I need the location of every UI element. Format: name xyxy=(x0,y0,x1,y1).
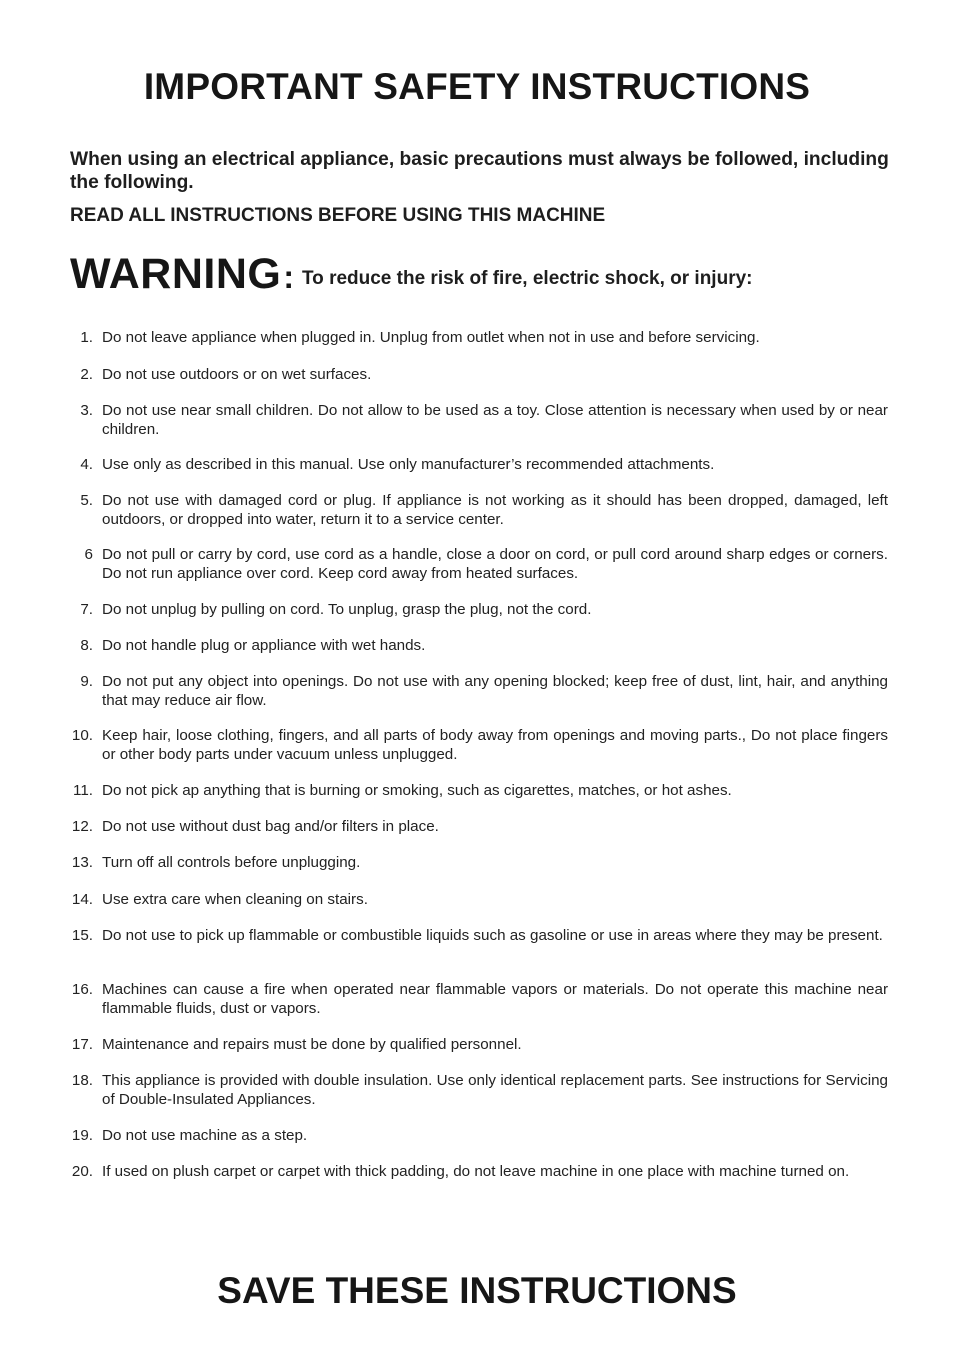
item-text: Do not leave appliance when plugged in. Unplug from outlet when not in use and before servicing. xyxy=(102,329,760,346)
item-text: Machines can cause a fire when operated near flammable vapors or materials. Do not operate this machine near flammable fluids, dust or vapors. xyxy=(102,981,888,1017)
item-number: 15. xyxy=(71,927,93,944)
warning-text: To reduce the risk of fire, electric shock, or injury: xyxy=(301,268,753,289)
item-text: This appliance is provided with double insulation. Use only identical replacement parts. See instructions for Servicing of Double-Insulated Appliances. xyxy=(102,1072,888,1108)
list-item xyxy=(60,545,888,583)
list-item xyxy=(60,853,888,872)
item-number: 5. xyxy=(80,492,93,509)
item-text: Use only as described in this manual. Use only manufacturer’s recommended attachments. xyxy=(102,456,715,473)
warning-colon: : xyxy=(283,259,294,295)
list-item xyxy=(60,890,888,909)
item-number: 20. xyxy=(71,1163,93,1180)
list-item xyxy=(60,401,888,439)
item-text: Use extra care when cleaning on stairs. xyxy=(102,891,368,908)
item-number: 12. xyxy=(71,818,93,835)
warning-word: WARNING xyxy=(70,250,282,298)
item-text: Do not use with damaged cord or plug. If appliance is not working as it should has been dropped, damaged, left outdoors, or dropped into water, return it to a service center. xyxy=(102,492,888,528)
list-item xyxy=(60,455,888,474)
list-item xyxy=(60,1035,888,1054)
item-number: 1. xyxy=(80,329,93,346)
item-text: Do not use outdoors or on wet surfaces. xyxy=(102,366,372,383)
list-item xyxy=(60,726,888,764)
item-text: If used on plush carpet or carpet with thick padding, do not leave machine in one place with machine turned on. xyxy=(102,1163,850,1180)
item-number: 18. xyxy=(71,1072,93,1089)
item-number: 11. xyxy=(73,782,93,799)
list-item xyxy=(60,491,888,529)
item-number: 17. xyxy=(71,1036,93,1053)
list-item xyxy=(60,817,888,836)
item-number: 3. xyxy=(80,402,93,419)
list-item xyxy=(60,328,888,347)
page-title: IMPORTANT SAFETY INSTRUCTIONS xyxy=(143,66,811,107)
list-item xyxy=(60,1071,888,1109)
item-text: Do not use machine as a step. xyxy=(102,1127,308,1144)
read-all-notice: READ ALL INSTRUCTIONS BEFORE USING THIS MACHINE xyxy=(70,205,606,226)
item-number: 8. xyxy=(80,637,93,654)
list-item xyxy=(60,926,888,945)
intro-paragraph: When using an electrical appliance, basic precautions must always be followed, including the following. xyxy=(70,149,889,193)
item-text: Do not use to pick up flammable or combustible liquids such as gasoline or use in areas where they may be present. xyxy=(102,927,883,944)
list-item xyxy=(60,672,888,710)
item-text: Turn off all controls before unplugging. xyxy=(102,854,361,871)
list-item xyxy=(60,600,888,619)
item-text: Do not pull or carry by cord, use cord as a handle, close a door on cord, or pull cord around sharp edges or corners. Do not run appliance over cord. Keep cord away from heated surfaces. xyxy=(102,546,888,582)
item-text: Do not unplug by pulling on cord. To unplug, grasp the plug, not the cord. xyxy=(102,601,592,618)
save-instructions-footer: SAVE THESE INSTRUCTIONS xyxy=(217,1270,737,1311)
item-text: Do not put any object into openings. Do not use with any opening blocked; keep free of dust, lint, hair, and anything that may reduce air flow. xyxy=(102,673,888,709)
item-text: Do not handle plug or appliance with wet hands. xyxy=(102,637,426,654)
item-number: 4. xyxy=(80,456,93,473)
item-number: 2. xyxy=(80,366,93,383)
item-text: Do not use near small children. Do not allow to be used as a toy. Close attention is necessary when used by or near children. xyxy=(102,402,888,438)
item-number: 14. xyxy=(71,891,93,908)
item-text: Maintenance and repairs must be done by qualified personnel. xyxy=(102,1036,522,1053)
item-number: 7. xyxy=(80,601,93,618)
item-number: 16. xyxy=(71,981,93,998)
item-text: Do not use without dust bag and/or filters in place. xyxy=(102,818,439,835)
item-text: Do not pick ap anything that is burning or smoking, such as cigarettes, matches, or hot ashes. xyxy=(102,782,732,799)
item-number: 9. xyxy=(80,673,93,690)
item-number: 13. xyxy=(71,854,93,871)
item-number: 6 xyxy=(84,546,93,563)
item-text: Keep hair, loose clothing, fingers, and all parts of body away from openings and moving parts., Do not place fingers or other body parts under vacuum unless unplugged. xyxy=(102,727,888,763)
item-number: 10. xyxy=(71,727,93,744)
list-item xyxy=(60,781,888,800)
list-item xyxy=(60,636,888,655)
list-item xyxy=(60,980,888,1018)
item-number: 19. xyxy=(71,1127,93,1144)
list-item xyxy=(60,1162,888,1181)
list-item xyxy=(60,1126,888,1145)
warning-heading xyxy=(70,250,752,299)
list-item xyxy=(60,365,888,384)
